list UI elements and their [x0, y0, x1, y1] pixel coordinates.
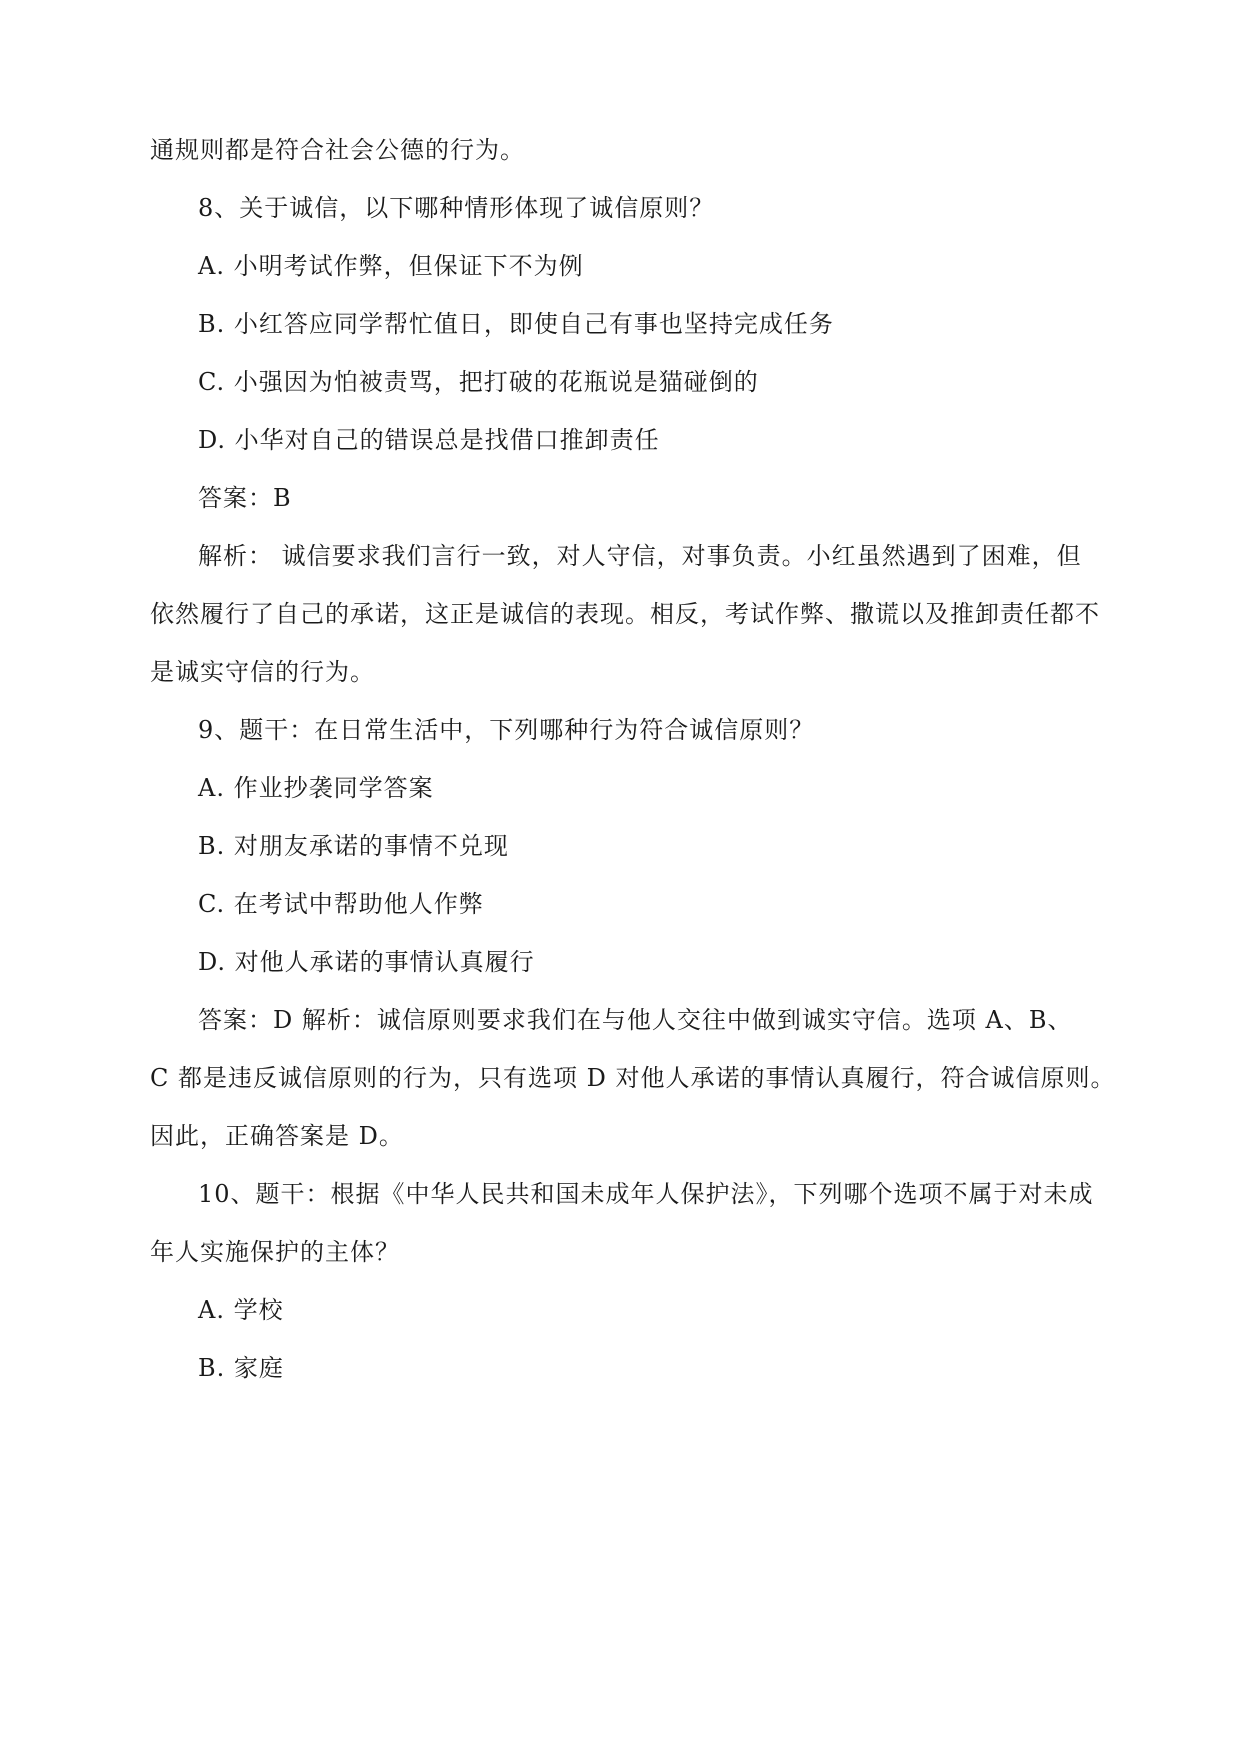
question-8-option-d: D. 小华对自己的错误总是找借口推卸责任 — [198, 426, 660, 454]
question-9-stem: 9、题干：在日常生活中，下列哪种行为符合诚信原则？ — [198, 716, 815, 744]
question-9-explanation-cont: 因此，正确答案是 D。 — [150, 1122, 404, 1150]
question-10-option-b: B. 家庭 — [198, 1354, 284, 1382]
question-8-stem: 8、关于诚信，以下哪种情形体现了诚信原则？ — [198, 194, 715, 222]
question-8-option-a: A. 小明考试作弊，但保证下不为例 — [198, 252, 584, 280]
question-10-stem: 10、题干：根据《中华人民共和国未成年人保护法》，下列哪个选项不属于对未成 — [198, 1180, 1094, 1208]
text-line: 通规则都是符合社会公德的行为。 — [150, 136, 525, 164]
question-8-option-b: B. 小红答应同学帮忙值日，即使自己有事也坚持完成任务 — [198, 310, 834, 338]
question-8-explanation-cont: 是诚实守信的行为。 — [150, 658, 375, 686]
question-9-option-a: A. 作业抄袭同学答案 — [198, 774, 434, 802]
question-8-explanation: 解析： 诚信要求我们言行一致，对人守信，对事负责。小红虽然遇到了困难，但 — [198, 542, 1082, 570]
question-8-option-c: C. 小强因为怕被责骂，把打破的花瓶说是猫碰倒的 — [198, 368, 759, 396]
question-10-option-a: A. 学校 — [198, 1296, 284, 1324]
question-9-answer-explanation: 答案：D 解析：诚信原则要求我们在与他人交往中做到诚实守信。选项 A、B、 — [198, 1006, 1073, 1034]
question-9-option-b: B. 对朋友承诺的事情不兑现 — [198, 832, 509, 860]
question-9-option-c: C. 在考试中帮助他人作弊 — [198, 890, 484, 918]
question-8-explanation-cont: 依然履行了自己的承诺，这正是诚信的表现。相反，考试作弊、撒谎以及推卸责任都不 — [150, 600, 1100, 628]
question-8-answer: 答案：B — [198, 484, 292, 512]
question-9-explanation-cont: C 都是违反诚信原则的行为，只有选项 D 对他人承诺的事情认真履行，符合诚信原则。 — [150, 1064, 1116, 1092]
question-9-option-d: D. 对他人承诺的事情认真履行 — [198, 948, 535, 976]
question-10-stem-cont: 年人实施保护的主体？ — [150, 1238, 400, 1266]
